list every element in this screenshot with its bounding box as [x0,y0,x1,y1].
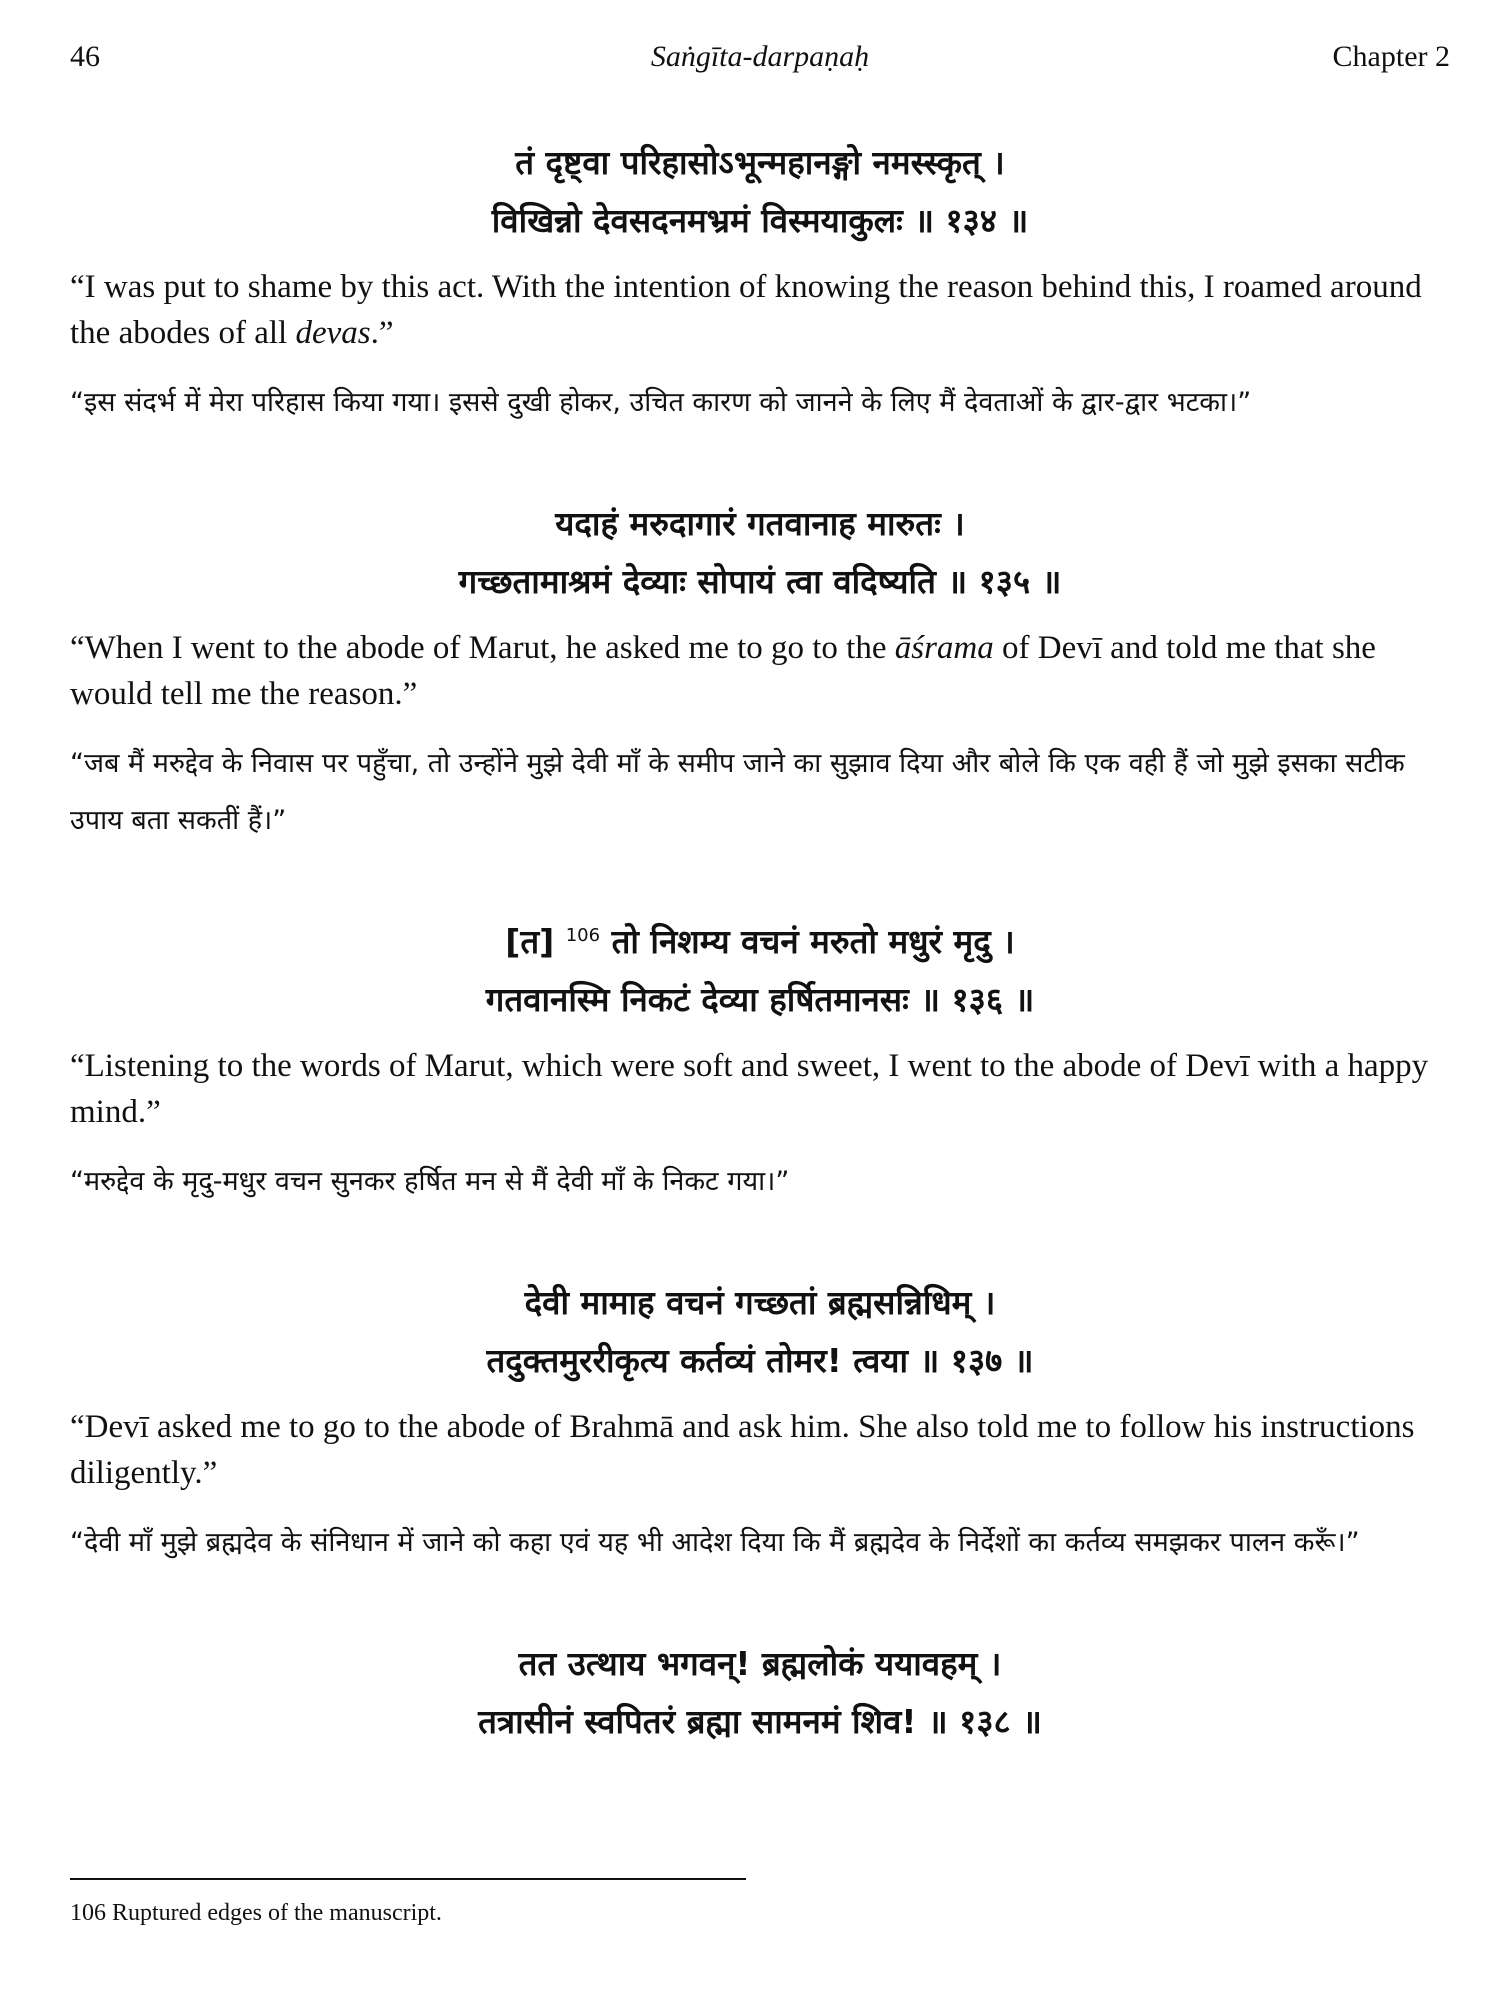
english-text: .” [370,315,394,351]
verse-line: देवी मामाह वचनं गच्छतां ब्रह्मसन्निधिम् । [524,1283,996,1322]
page-header [70,40,1450,84]
verse-line-text: तो निशम्य वचनं मरुतो मधुरं मृदु । [600,922,1015,961]
english-text: of Devī and told me that she would tell me the reason.” [70,630,1376,712]
hindi-translation-137: “देवी माँ मुझे ब्रह्मदेव के संनिधान में जाने को कहा एवं यह भी आदेश दिया कि मैं ब्रह्मदेव के निर्देशों का कर्तव्य समझकर पालन करूँ।” [70,1527,1360,1558]
verse-line: यदाहं मरुदागारं गतवानाह मारुतः । [555,504,965,543]
english-translation-135 [70,625,1450,717]
sanskrit-verse-134 [70,134,1450,250]
verse-line: विखिन्नो देवसदनमभ्रमं विस्मयाकुलः ॥ १३४ ॥ [491,201,1029,240]
italic-term: āśrama [894,630,994,666]
sanskrit-verse-137 [70,1274,1450,1390]
verse-line: तदुक्तमुररीकृत्य कर्तव्यं तोमर! त्वया ॥ १३७ ॥ [486,1341,1034,1380]
english-text: “I was put to shame by this act. With the intention of knowing the reason behind this, I roamed around the abodes of all [70,269,1422,351]
page-number: 46 [70,40,100,73]
english-translation-137: “Devī asked me to go to the abode of Brahmā and ask him. She also told me to follow his instructions diligently.” [70,1409,1415,1491]
verse-line: तत्रासीनं स्वपितरं ब्रह्मा सामनमं शिव! ॥ १३८ ॥ [478,1702,1042,1741]
italic-term: devas [295,315,371,351]
english-text: “When I went to the abode of Marut, he asked me to go to the [70,630,895,666]
sanskrit-verse-135 [70,495,1450,611]
bracketed-syllable: [त] [505,922,555,961]
english-translation-136: “Listening to the words of Marut, which were soft and sweet, I went to the abode of Devī with a happy mind.” [70,1048,1429,1130]
hindi-translation-136: “मरुद्देव के मृदु-मधुर वचन सुनकर हर्षित मन से मैं देवी माँ के निकट गया।” [70,1166,790,1197]
verse-line: गतवानस्मि निकटं देव्या हर्षितमानसः ॥ १३६ ॥ [485,980,1035,1019]
hindi-translation-135: “जब मैं मरुद्देव के निवास पर पहुँचा, तो उन्होंने मुझे देवी माँ के समीप जाने का सुझाव दिया और बोले कि एक वही हैं जो मुझे इसका सटीक उपाय बता सकतीं हैं।” [70,748,1405,836]
hindi-translation-134: “इस संदर्भ में मेरा परिहास किया गया। इससे दुखी होकर, उचित कारण को जानने के लिए मैं देवताओं के द्वार-द्वार भटका।” [70,387,1252,418]
sanskrit-verse-138 [70,1635,1450,1751]
footnote-divider [70,1878,746,1880]
verse-line: तं दृष्ट्वा परिहासोऽभून्महानङ्गो नमस्स्कृत् । [515,143,1005,182]
footnote-marker: 106 [565,925,601,946]
footnote: 106 Ruptured edges of the manuscript. [70,1900,442,1926]
verse-line: गच्छतामाश्रमं देव्याः सोपायं त्वा वदिष्यति ॥ १३५ ॥ [458,562,1062,601]
sanskrit-verse-136 [70,913,1450,1029]
chapter-label: Chapter 2 [1332,40,1450,73]
verse-line [70,913,1450,971]
verse-line: तत उत्थाय भगवन्! ब्रह्मलोकं ययावहम् । [518,1644,1002,1683]
english-translation-134 [70,264,1450,356]
running-title: Saṅgīta-darpaṇaḥ [650,40,870,73]
book-page [70,40,1450,1960]
